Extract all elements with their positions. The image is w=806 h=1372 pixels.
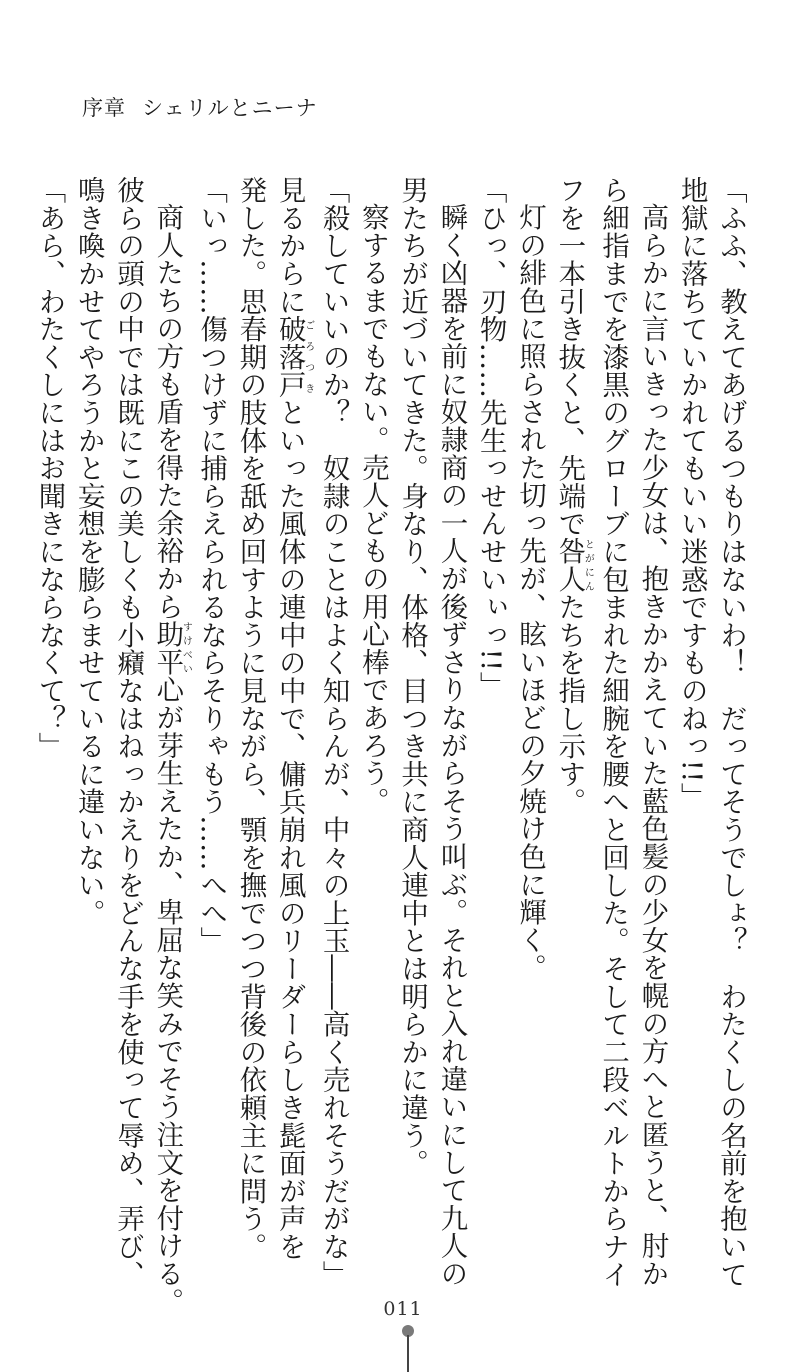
text-line: 見るからに破落戸ごろつきといった風体の連中の中で、傭兵崩れ風のリーダーらしき髭面が声を [273, 176, 314, 1261]
chapter-title: シェリルとニーナ [142, 96, 318, 120]
text-line: 「いっ……傷つけずに捕らえられるならそりゃもう……へへ」 [195, 176, 227, 955]
text-line: 「殺していいのか？ 奴隷のことはよく知らんが、中々の上玉――高く売れそうだがな」 [317, 176, 349, 1288]
text-line: 灯の緋色に照らされた切っ先が、眩いほどの夕焼け色に輝く。 [514, 203, 546, 982]
text-line: 「あら、わたくしにはお聞きにならなくて？」 [33, 176, 65, 760]
running-head [82, 92, 318, 122]
text-line: 「ふふ、教えてあげるつもりはないわ！ だってそうでしょ？ わたくしの名前を抱いて [715, 176, 746, 1288]
folio-ornament [402, 1325, 414, 1372]
ruby-annotation: 破落戸ごろつき [273, 315, 314, 399]
chapter-label: 序章 [82, 96, 126, 120]
text-line: 鳴き喚かせてやろうかと妄想を膨らませているに違いない。 [72, 176, 104, 927]
text-line: 瞬く凶器を前に奴隷商の一人が後ずさりながらそう叫ぶ。それと入れ違いにして九人の [435, 203, 467, 1288]
ruby-annotation: 咎人とがにん [553, 537, 594, 594]
text-line: 「ひっ、刃物……先生っせんせいぃっ!!」 [474, 176, 506, 700]
text-line: ら細指までを漆黒のグローブに包まれた細腕を腰へと回した。そして二段ベルトからナイ [597, 176, 629, 1288]
text-line: 高らかに言いきった少女は、抱きかかえていた藍色髪の少女を幌の方へと匿うと、肘か [636, 203, 668, 1288]
text-line: フを一本引き抜くと、先端で咎人とがにんたちを指し示す。 [553, 176, 594, 816]
text-line: 彼らの頭の中では既にこの美しくも小癪なはねっかえりをどんな手を使って辱め、弄び、 [112, 176, 144, 1288]
text-line: 察するまでもない。売人どもの用心棒であろう。 [356, 203, 388, 815]
text-line: 商人たちの方も盾を得た余裕から助平すけべい心が芽生えたか、卑屈な笑みでそう注文を付ける。 [151, 203, 192, 1316]
text-line: 発した。思春期の肢体を舐め回すように見ながら、顎を撫でつつ背後の依頼主に問う。 [234, 176, 266, 1261]
text-line: 地獄に落ちていかれてもいい迷惑ですものねっ!!」 [675, 176, 707, 811]
text-line: 男たちが近づいてきた。身なり、体格、目つき共に商人連中とは明らかに違う。 [396, 176, 428, 1177]
ruby-annotation: 助平すけべい [151, 620, 192, 676]
page-number: 011 [383, 1298, 423, 1320]
